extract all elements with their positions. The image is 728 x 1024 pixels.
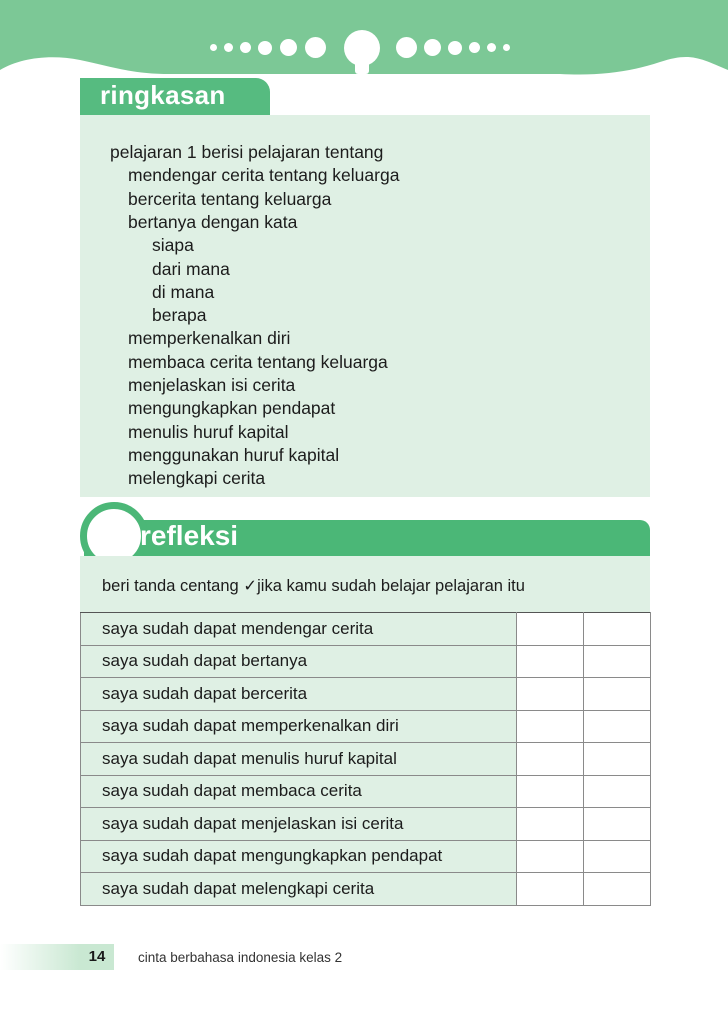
summary-line: pelajaran 1 berisi pelajaran tentang bbox=[110, 142, 384, 162]
checklist-statement: saya sudah dapat mengungkapkan pendapat bbox=[81, 840, 517, 873]
checkbox-cell-2[interactable] bbox=[584, 678, 651, 711]
reflection-title: refleksi bbox=[140, 520, 239, 551]
header-dot bbox=[258, 41, 272, 55]
summary-line: menulis huruf kapital bbox=[128, 421, 289, 442]
header-dot bbox=[210, 44, 217, 51]
checklist-row bbox=[81, 710, 651, 743]
checkbox-cell-1[interactable] bbox=[517, 678, 584, 711]
header-dot-row bbox=[0, 36, 728, 60]
checklist-statement: saya sudah dapat menulis huruf kapital bbox=[81, 743, 517, 776]
checkbox-cell-1[interactable] bbox=[517, 873, 584, 906]
header-dot bbox=[224, 43, 233, 52]
checklist-row bbox=[81, 775, 651, 808]
reflection-checklist-table bbox=[80, 612, 651, 906]
summary-line: dari mana bbox=[152, 258, 230, 279]
checkbox-cell-2[interactable] bbox=[584, 645, 651, 678]
checkbox-cell-1[interactable] bbox=[517, 840, 584, 873]
checklist-row bbox=[81, 743, 651, 776]
checklist-row bbox=[81, 808, 651, 841]
checkbox-cell-1[interactable] bbox=[517, 710, 584, 743]
checkmark-icon: ✓ bbox=[243, 577, 258, 595]
summary-line: mendengar cerita tentang keluarga bbox=[128, 165, 400, 186]
summary-line: mengungkapkan pendapat bbox=[128, 398, 336, 419]
book-title: cinta berbahasa indonesia kelas 2 bbox=[138, 950, 343, 965]
summary-line: menjelaskan isi cerita bbox=[128, 375, 296, 395]
checkbox-cell-2[interactable] bbox=[584, 840, 651, 873]
header-dot bbox=[305, 37, 326, 58]
header-dot bbox=[503, 44, 510, 51]
checkbox-cell-2[interactable] bbox=[584, 808, 651, 841]
summary-line: bercerita tentang keluarga bbox=[128, 188, 332, 209]
page-number: 14 bbox=[80, 944, 114, 970]
header-dot bbox=[240, 42, 251, 53]
checkbox-cell-2[interactable] bbox=[584, 613, 651, 646]
checklist-statement: saya sudah dapat bercerita bbox=[81, 678, 517, 711]
summary-line: memperkenalkan diri bbox=[128, 328, 291, 349]
checkbox-cell-1[interactable] bbox=[517, 613, 584, 646]
header-dot bbox=[448, 41, 462, 55]
instruction-text-after: jika kamu sudah belajar pelajaran itu bbox=[257, 577, 525, 595]
checkbox-cell-2[interactable] bbox=[584, 710, 651, 743]
checklist-statement: saya sudah dapat mendengar cerita bbox=[81, 613, 517, 646]
summary-line: bertanya dengan kata bbox=[128, 211, 298, 232]
instruction-text-before: beri tanda centang bbox=[102, 577, 244, 595]
header-dot bbox=[280, 39, 297, 56]
summary-line: siapa bbox=[152, 235, 194, 256]
checkbox-cell-2[interactable] bbox=[584, 775, 651, 808]
checkbox-cell-1[interactable] bbox=[517, 775, 584, 808]
footer-gradient-fill bbox=[0, 944, 80, 970]
checklist-statement: saya sudah dapat membaca cerita bbox=[81, 775, 517, 808]
summary-line: melengkapi cerita bbox=[128, 468, 266, 489]
checkbox-cell-1[interactable] bbox=[517, 645, 584, 678]
header-center-dot-stem bbox=[355, 60, 369, 74]
checkbox-cell-1[interactable] bbox=[517, 808, 584, 841]
summary-title: ringkasan bbox=[100, 80, 226, 110]
checklist-statement: saya sudah dapat melengkapi cerita bbox=[81, 873, 517, 906]
header-dot bbox=[424, 39, 441, 56]
header-dot bbox=[396, 37, 417, 58]
checklist-row bbox=[81, 613, 651, 646]
reflection-instruction bbox=[102, 576, 525, 596]
summary-line: membaca cerita tentang keluarga bbox=[128, 351, 388, 372]
summary-line: di mana bbox=[152, 281, 215, 302]
header-dot bbox=[487, 43, 496, 52]
checklist-statement: saya sudah dapat menjelaskan isi cerita bbox=[81, 808, 517, 841]
checklist-statement: saya sudah dapat bertanya bbox=[81, 645, 517, 678]
header-dot bbox=[469, 42, 480, 53]
checkbox-cell-1[interactable] bbox=[517, 743, 584, 776]
checkbox-cell-2[interactable] bbox=[584, 873, 651, 906]
checklist-row bbox=[81, 645, 651, 678]
checklist-row bbox=[81, 678, 651, 711]
summary-line: menggunakan huruf kapital bbox=[128, 444, 340, 465]
checklist-row bbox=[81, 873, 651, 906]
checklist-statement: saya sudah dapat memperkenalkan diri bbox=[81, 710, 517, 743]
checkbox-cell-2[interactable] bbox=[584, 743, 651, 776]
checklist-row bbox=[81, 840, 651, 873]
summary-line: berapa bbox=[152, 305, 207, 326]
